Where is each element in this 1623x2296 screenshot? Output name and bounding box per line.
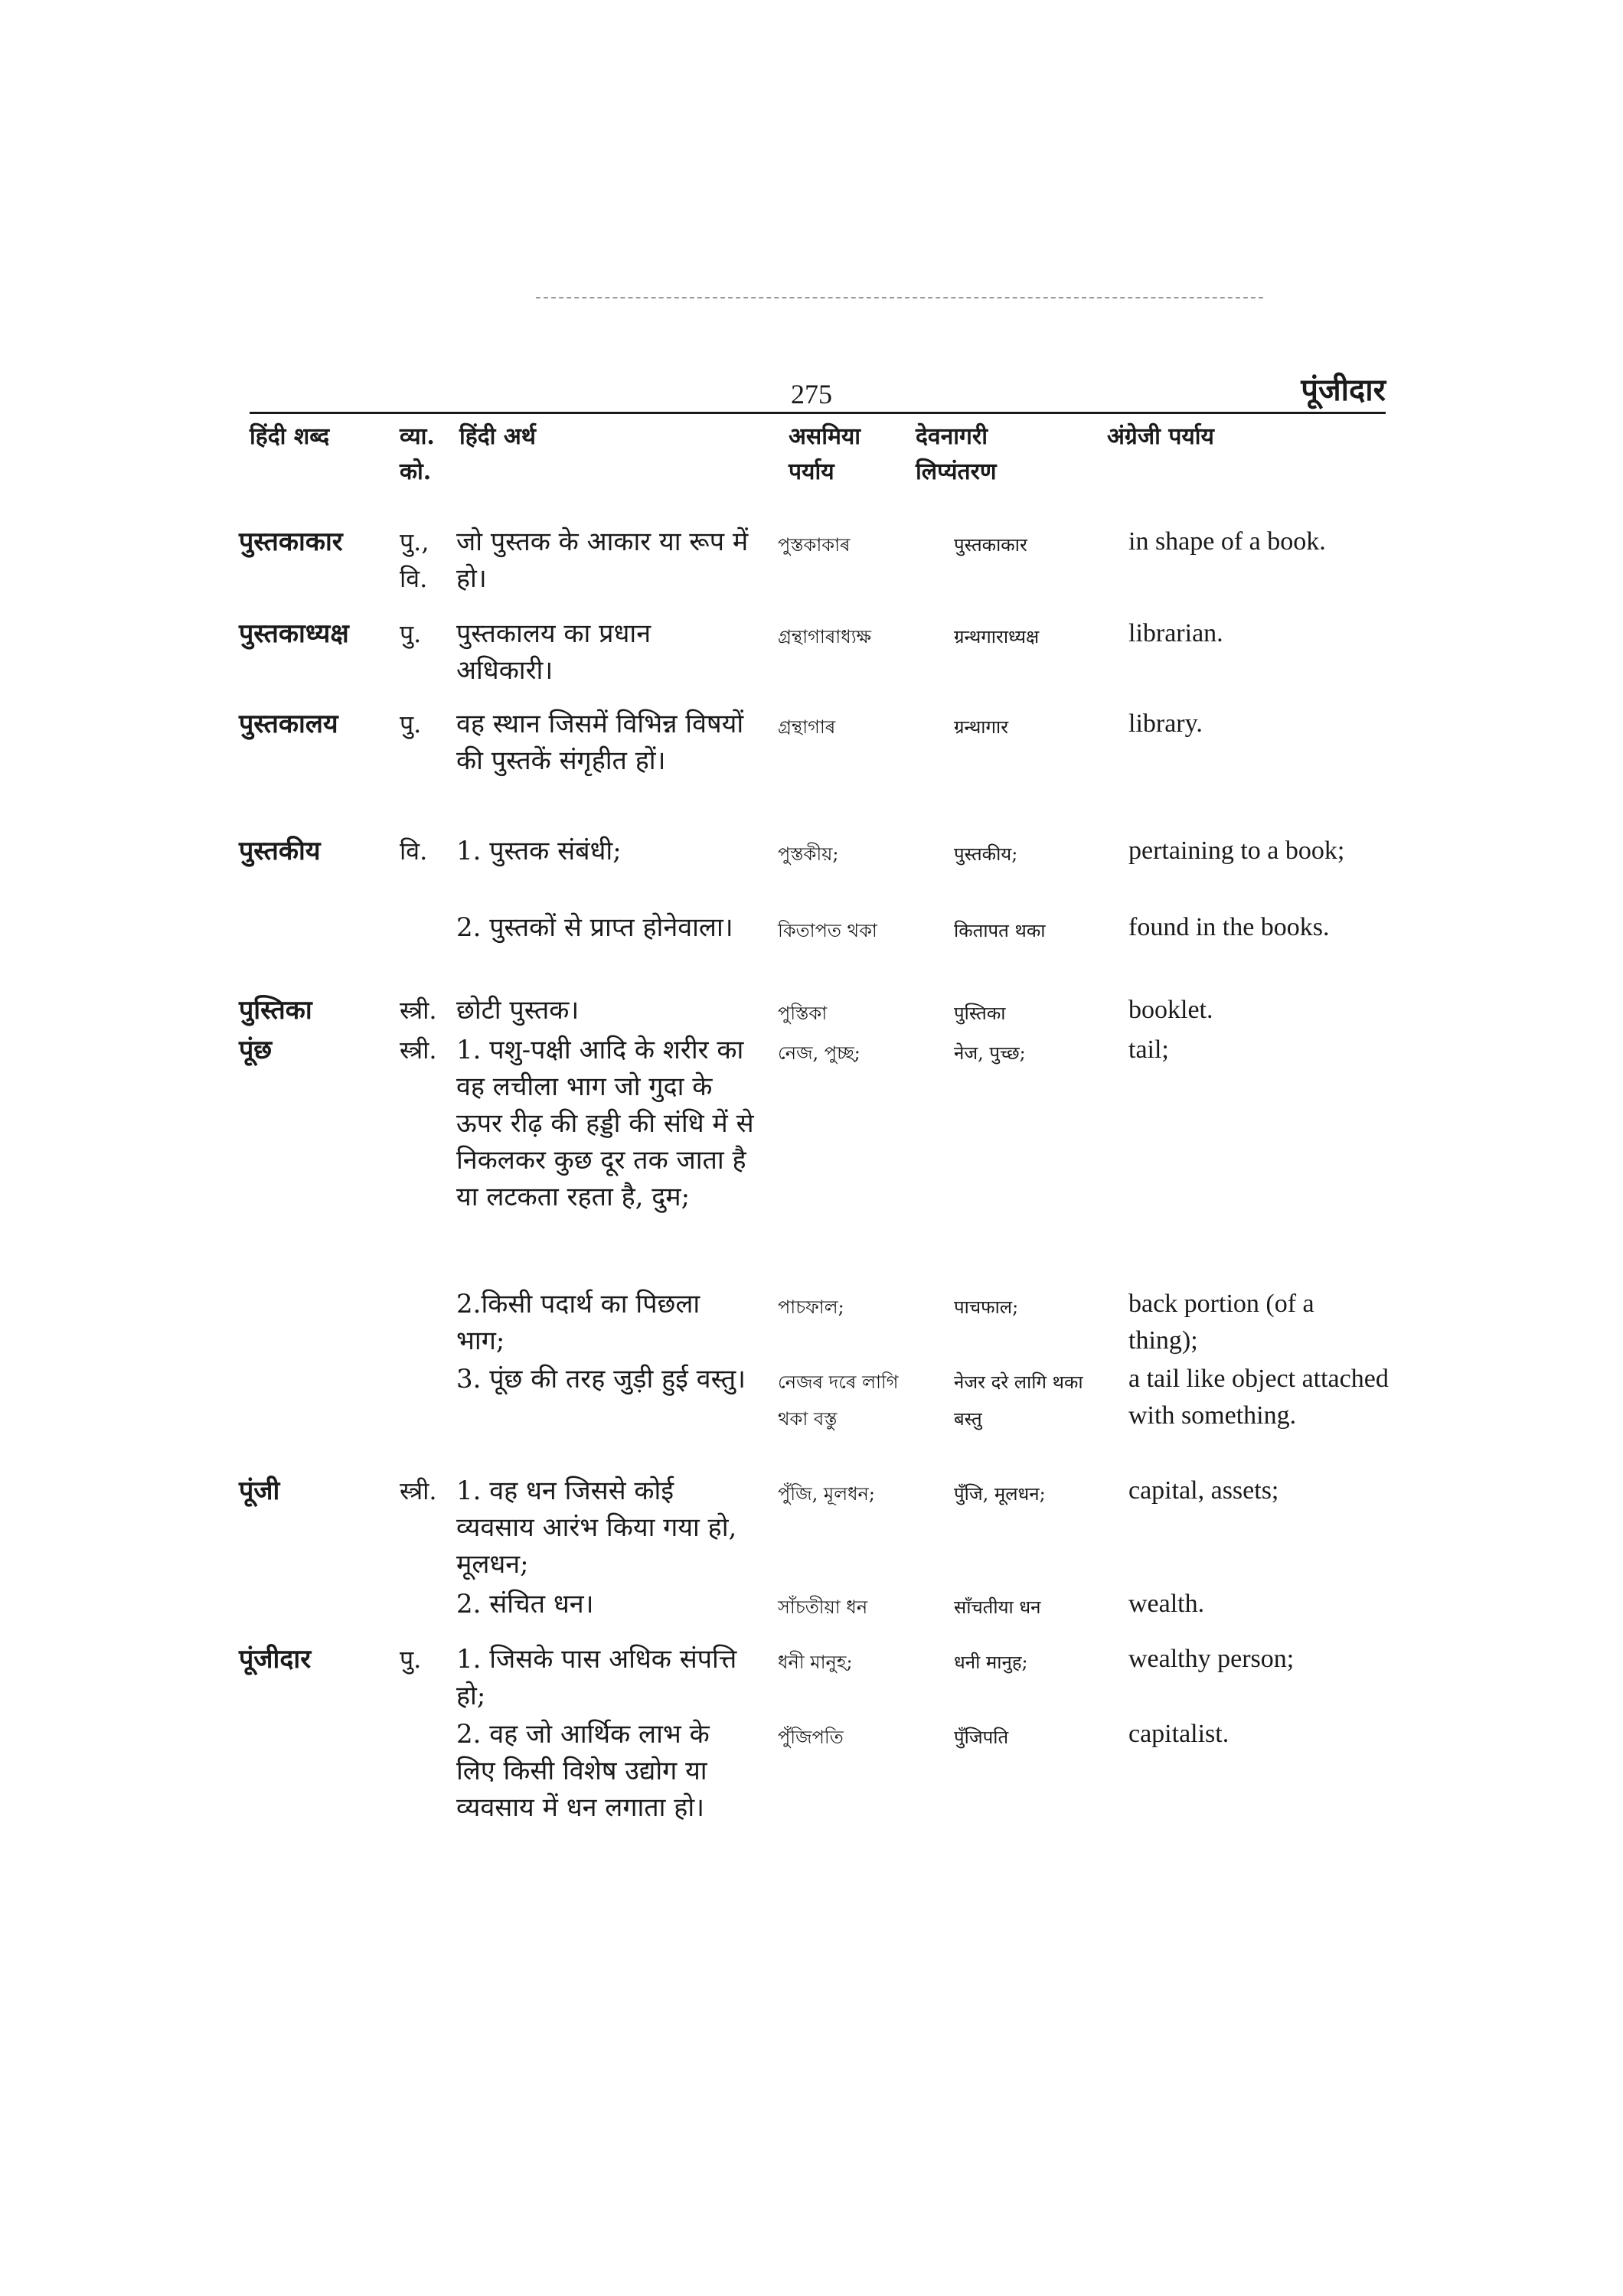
devanagari-transliteration: पुस्तकाकार [954, 534, 1027, 556]
assamese-equivalent: পুস্তিকা [778, 1003, 828, 1024]
guide-word: पूंजीदार [1301, 372, 1386, 408]
devanagari-transliteration: पुस्तकीय; [954, 843, 1018, 865]
devanagari-transliteration: पुँजि, मूलधन; [954, 1483, 1046, 1505]
english-equivalent: tail; [1128, 1035, 1169, 1064]
headword: पुस्तकालय [239, 709, 338, 739]
devanagari-transliteration: पाचफाल; [954, 1296, 1019, 1318]
english-equivalent: pertaining to a book; [1128, 837, 1345, 865]
english-equivalent: capital, assets; [1128, 1476, 1279, 1505]
assamese-equivalent: গ্ৰন্থাগাৰ [778, 716, 836, 738]
hindi-meaning: 3. पूंछ की तरह जुड़ी हुई वस्तु। [456, 1364, 746, 1394]
grammar-label: स्त्री. [400, 1035, 437, 1065]
assamese-equivalent: ধনী মানুহ; [778, 1652, 853, 1673]
grammar-label: स्त्री. [400, 996, 437, 1025]
devanagari-transliteration: पुँजिपति [954, 1727, 1009, 1748]
assamese-equivalent: পুঁজিপতি [778, 1727, 844, 1748]
headword: पुस्तकाकार [239, 527, 343, 557]
assamese-equivalent: নেজ, পুচ্ছ; [778, 1042, 860, 1064]
headword: पुस्तकाध्यक्ष [239, 618, 349, 649]
grammar-label: वि. [400, 837, 428, 866]
column-header-word: हिंदी शब्द [250, 423, 330, 450]
hindi-meaning: 1. पुस्तक संबंधी; [456, 836, 622, 866]
devanagari-transliteration: ग्रन्थागार [954, 716, 1009, 738]
devanagari-transliteration: नेज, पुच्छ; [954, 1042, 1026, 1064]
grammar-label: पु. [400, 709, 422, 739]
assamese-equivalent: পুস্তকাকাৰ [778, 534, 851, 556]
headword: पूंछ [239, 1035, 273, 1065]
devanagari-transliteration: ग्रन्थगाराध्यक्ष [954, 626, 1040, 647]
hindi-meaning: 1. वह धन जिससे कोई व्यवसाय आरंभ किया गया हो, मूलधन; [456, 1476, 737, 1580]
english-equivalent: a tail like object attached with something. [1128, 1365, 1389, 1430]
column-header-meaning: हिंदी अर्थ [459, 423, 536, 450]
hindi-meaning: जो पुस्तक के आकार या रूप में हो। [456, 527, 749, 594]
english-equivalent: library. [1128, 709, 1203, 738]
hindi-meaning: 1. जिसके पास अधिक संपत्ति हो; [456, 1644, 737, 1711]
headword: पुस्तिका [239, 995, 312, 1026]
hindi-meaning: 2. संचित धन। [456, 1589, 594, 1619]
column-header-devanagari: देवनागरी लिप्यंतरण [916, 423, 997, 485]
english-equivalent: back portion (of a thing); [1128, 1290, 1314, 1355]
assamese-equivalent: পুস্তকীয়; [778, 843, 839, 865]
english-equivalent: capitalist. [1128, 1720, 1229, 1748]
english-equivalent: wealthy person; [1128, 1645, 1295, 1673]
hindi-meaning: पुस्तकालय का प्रधान अधिकारी। [456, 618, 651, 686]
assamese-equivalent: পুঁজি, মূলধন; [778, 1483, 875, 1505]
column-header-grammar: व्या. को. [400, 423, 435, 485]
grammar-label: स्त्री. [400, 1476, 437, 1505]
english-equivalent: wealth. [1128, 1590, 1205, 1618]
headword: पूंजी [239, 1476, 280, 1506]
devanagari-transliteration: नेजर दरे लागि थका बस्तु [954, 1371, 1083, 1430]
english-equivalent: booklet. [1128, 996, 1213, 1024]
grammar-label: पु. [400, 1645, 422, 1674]
headword: पूंजीदार [239, 1644, 312, 1675]
hindi-meaning: छोटी पुस्तक। [456, 995, 580, 1026]
devanagari-transliteration: धनी मानुह; [954, 1652, 1028, 1673]
english-equivalent: librarian. [1128, 619, 1223, 647]
assamese-equivalent: পাচফাল; [778, 1296, 844, 1318]
assamese-equivalent: গ্ৰন্থাগাৰাধ্যক্ষ [778, 626, 872, 647]
assamese-equivalent: কিতাপত থকা [778, 920, 877, 941]
devanagari-transliteration: कितापत थका [954, 920, 1046, 941]
hindi-meaning: 2. पुस्तकों से प्राप्त होनेवाला। [456, 912, 733, 943]
assamese-equivalent: সাঁচতীয়া ধন [778, 1596, 868, 1618]
assamese-equivalent: নেজৰ দৰে লাগি থকা বস্তু [778, 1371, 899, 1430]
english-equivalent: in shape of a book. [1128, 527, 1326, 556]
grammar-label: पु. [400, 619, 422, 648]
english-equivalent: found in the books. [1128, 913, 1330, 941]
hindi-meaning: 1. पशु-पक्षी आदि के शरीर का वह लचीला भाग जो गुदा के ऊपर रीढ़ की हड्डी की संधि में से निकलकर कुछ दूर तक जाता है या लटकता रहता है, दुम; [456, 1035, 754, 1212]
devanagari-transliteration: साँचतीया धन [954, 1596, 1041, 1618]
hindi-meaning: 2.किसी पदार्थ का पिछला भाग; [456, 1289, 700, 1356]
hindi-meaning: 2. वह जो आर्थिक लाभ के लिए किसी विशेष उद्योग या व्यवसाय में धन लगाता हो। [456, 1719, 710, 1823]
page-number: 275 [791, 379, 832, 409]
hindi-meaning: वह स्थान जिसमें विभिन्न विषयों की पुस्तकें संगृहीत हों। [456, 709, 744, 776]
grammar-label: पु., वि. [400, 527, 429, 593]
column-header-assamese: असमिया पर्याय [789, 423, 861, 485]
devanagari-transliteration: पुस्तिका [954, 1003, 1006, 1024]
headword: पुस्तकीय [239, 836, 321, 866]
column-header-english: अंग्रेजी पर्याय [1107, 423, 1214, 450]
